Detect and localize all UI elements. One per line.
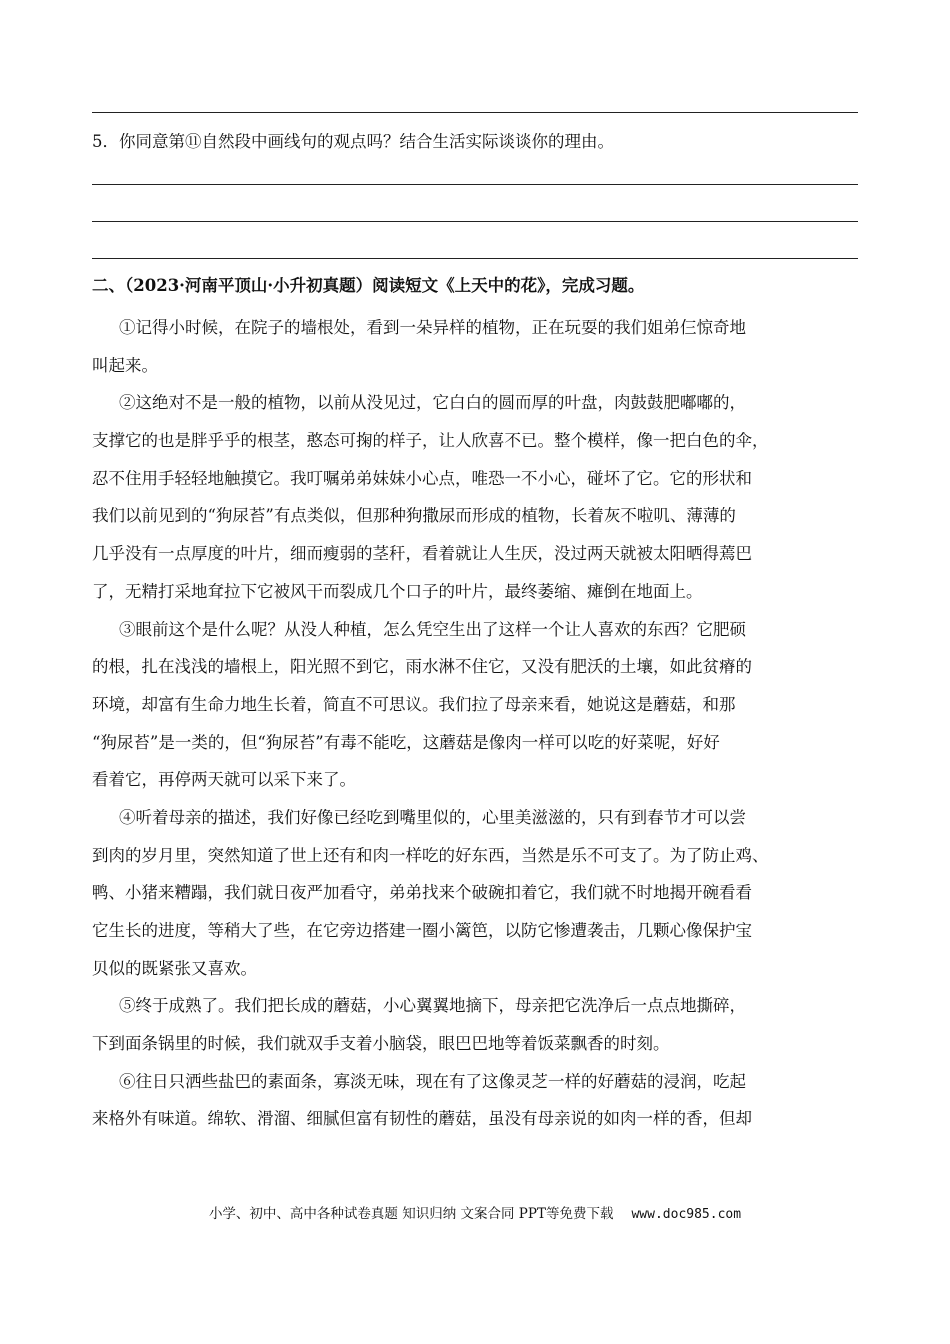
footer-text: 小学、初中、高中各种试卷真题 知识归纳 文案合同 PPT等免费下载: [208, 1206, 614, 1222]
passage-line: 忍不住用手轻轻地触摸它。我叮嘱弟弟妹妹小心点，唯恐一不小心，碰坏了它。它的形状和: [92, 468, 752, 488]
section-heading: 二、（2023·河南平顶山·小升初真题）阅读短文《上天中的花》，完成习题。: [92, 276, 645, 295]
passage-line: ①记得小时候，在院子的墙根处，看到一朵异样的植物，正在玩耍的我们姐弟仨惊奇地: [119, 318, 746, 337]
passage-line: 支撑它的也是胖乎乎的根茎，憨态可掬的样子，让人欣喜不已。整个模样，像一把白色的伞，: [92, 431, 769, 451]
passage-line: ④听着母亲的描述，我们好像已经吃到嘴里似的，心里美滋滋的，只有到春节才可以尝: [119, 807, 746, 827]
reading-passage: [92, 309, 858, 1138]
passage-line: 环境，却富有生命力地生长着，简直不可思议。我们拉了母亲来看，她说这是蘑菇，和那: [92, 694, 736, 714]
passage-line: “狗尿苔”是一类的，但“狗尿苔”有毒不能吃，这蘑菇是像肉一样可以吃的好菜呢，好好: [92, 732, 720, 752]
passage-line: 了，无精打采地耷拉下它被风干而裂成几个口子的叶片，最终萎缩、瘫倒在地面上。: [92, 581, 703, 601]
passage-line: 叫起来。: [92, 355, 158, 375]
answer-line: [92, 112, 858, 113]
passage-line: 看着它，再停两天就可以采下来了。: [92, 770, 356, 790]
passage-line: 它生长的进度，等稍大了些，在它旁边搭建一圈小篱笆，以防它惨遭袭击，几颗心像保护宝: [92, 921, 752, 940]
question-5: 5．你同意第⑪自然段中画线句的观点吗？结合生活实际谈谈你的理由。: [92, 132, 614, 151]
passage-line: 下到面条锅里的时候，我们就双手支着小脑袋，眼巴巴地等着饭菜飘香的时刻。: [92, 1034, 670, 1054]
passage-line: 几乎没有一点厚度的叶片，细而瘦弱的茎秆，看着就让人生厌，没过两天就被太阳晒得蔫巴: [92, 544, 752, 564]
page-footer: [0, 1203, 950, 1226]
passage-line: 到肉的岁月里，突然知道了世上还有和肉一样吃的好东西，当然是乐不可支了。为了防止鸡、: [92, 845, 769, 865]
answer-line: [92, 258, 858, 259]
passage-line: ③眼前这个是什么呢？从没人种植，怎么凭空生出了这样一个让人喜欢的东西？它肥硕: [119, 619, 746, 639]
passage-line: ⑥往日只洒些盐巴的素面条，寡淡无味，现在有了这像灵芝一样的好蘑菇的浸润，吃起: [119, 1071, 746, 1091]
passage-line: 来格外有味道。绵软、滑溜、细腻但富有韧性的蘑菇，虽没有母亲说的如肉一样的香，但却: [92, 1109, 752, 1129]
answer-line: [92, 184, 858, 185]
passage-line: 的根，扎在浅浅的墙根上，阳光照不到它，雨水淋不住它，又没有肥沃的土壤，如此贫瘠的: [92, 657, 752, 677]
passage-line: ②这绝对不是一般的植物，以前从没见过，它白白的圆而厚的叶盘，肉鼓鼓肥嘟嘟的，: [119, 393, 746, 413]
answer-line: [92, 221, 858, 222]
passage-line: 我们以前见到的“狗尿苔”有点类似，但那种狗撒尿而形成的植物，长着灰不啦叽、薄薄的: [92, 506, 736, 526]
passage-line: ⑤终于成熟了。我们把长成的蘑菇，小心翼翼地摘下，母亲把它洗净后一点点地撕碎，: [119, 996, 746, 1016]
footer-url[interactable]: www.doc985.com: [631, 1207, 742, 1222]
passage-line: 鸭、小猪来糟蹋，我们就日夜严加看守，弟弟找来个破碗扣着它，我们就不时地揭开碗看看: [92, 883, 752, 903]
passage-line: 贝似的既紧张又喜欢。: [92, 958, 257, 978]
